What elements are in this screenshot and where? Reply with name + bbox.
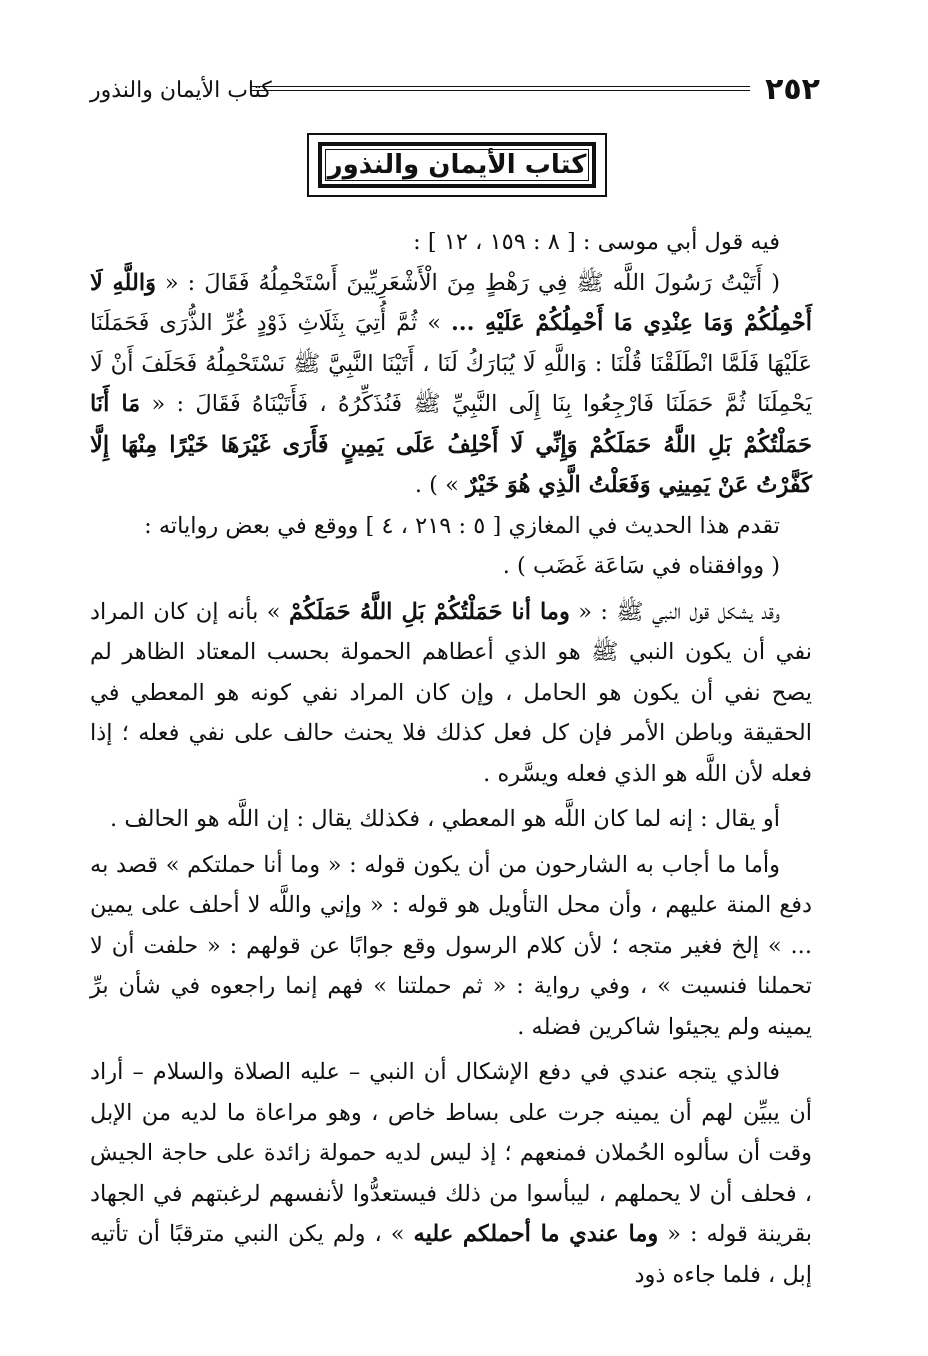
paragraph-text: وأما ما أجاب به الشارحون من أن يكون قوله : « وما أنا حملتكم » قصد به دفع المنة عليهم ، وأن محل التأويل هو قوله : « وإني واللَّه لا أحلف على يمين ... » إلخ فغير متجه ؛ لأن كلام الرسول وقع جوابًا عن قولهم : « حلفت أن لا تحملنا فنسيت » ، وفي رواية : « ثم حملتنا » فهم إنما راجعوه في شأن برِّ يمينه ولم يجيئوا شاكرين فضله . [90,851,812,1040]
paragraph-text: فيه قول أبي موسى : [575,229,780,255]
paragraph-text: فالذي يتجه عندي في دفع الإشكال أن النبي – عليه الصلاة والسلام – أراد أن يبيِّن لهم أن يمينه جرت على بساط خاص ، وهو مراعاة ما لديه من الإبل وقت أن سألوه الحُملان فمنعهم ؛ إذ ليس لديه حمولة زائدة على حاجة الجيش ، فحلف أن لا يحملهم ، ليبأسوا من ذلك فيستعدُّوا لأنفسهم لرغبتهم في الجهاد بقرينة قوله : « [90,1059,812,1247]
paragraph-text: ( ووافقناه في سَاعَة غَضَب ) . [502,553,780,579]
hadith-text: مَا أَنَا حَمَلْتُكُمْ بَلِ اللَّهُ حَمَلَكُمْ وَإِنِّي لَا أَحْلِفُ عَلَى يَمِينٍ فَأَرَى غَيْرَهَا خَيْرًا مِنْهَا إِلَّا كَفَّرْتُ عَنْ يَمِينِي وَفَعَلْتُ الَّذِي هُوَ خَيْرٌ [90,391,812,498]
paragraph-text: » ) . [414,472,466,498]
hadith-text: وَاللَّهِ لَا أَحْمِلُكُمْ وَمَا عِنْدِي مَا أَحْمِلُكُمْ عَلَيْهِ ... [90,269,812,336]
paragraph-text: » بأنه إن كان المراد نفي أن يكون النبي ﷺ هو الذي أعطاهم الحمولة بحسب المعتاد الظاهر لم يصح نفي أن يكون هو الحامل ، وإن كان المراد نفي كونه هو المعطي في الحقيقة وباطن الأمر فإن كل فعل كذلك فلا يحنث حالف على نفي فعله ؛ إذا فعله لأن اللَّه هو الذي فعله ويسَّره . [90,598,812,787]
hadith-text: وما أنا حَمَلْتُكُمْ بَلِ اللَّهُ حَمَلَكُمْ [288,598,570,625]
paragraph-alternative [90,799,812,840]
paragraph-text: » ثُمَّ أُتِيَ بِثَلَاثِ ذَوْدٍ غُرِّ الذُّرَى فَحَمَلَنَا عَلَيْهَا فَلَمَّا انْطَلَقْنَا قُلْنَا : وَاللَّهِ لَا يُبَارَكُ لَنَا ، أَتَيْنَا النَّبِيَّ ﷺ نَسْتَحْمِلُهُ فَحَلَفَ أَنْ لَا يَحْمِلَنَا ثُمَّ حَمَلَنَا فَارْجِعُوا بِنَا إِلَى النَّبِيِّ ﷺ فَنُذَكِّرُهُ ، فَأَتَيْنَاهُ فَقَالَ : « [90,310,812,417]
paragraph-text: [ ٨ : ١٥٩ ، ١٢ ] : [413,229,576,255]
chapter-title-frame-inner [318,142,596,188]
paragraph-text: أو يقال : إنه لما كان اللَّه هو المعطي ، فكذلك يقال : إن اللَّه هو الحالف . [110,806,780,832]
chapter-title-frame-core [325,149,589,181]
running-title: كتاب الأيمان والنذور [90,78,272,103]
paragraph-text: تقدم هذا الحديث في المغازي [501,512,780,539]
paragraph-problem [90,592,812,795]
hadith-text: وما عندي ما أحملكم عليه [413,1221,659,1247]
chapter-title-frame [307,133,607,197]
paragraph-commentators [90,845,812,1048]
paragraph-text: ووقع في بعض رواياته : [144,512,366,539]
paragraph-resolution [90,1052,812,1295]
page-number: ٢٥٢ [765,72,820,107]
paragraph-hadith [90,263,812,506]
body-text [90,222,812,1295]
paragraph-text: وقد يشكل قول النبي ﷺ : « [569,598,780,625]
paragraph-maghazi-note [90,506,812,547]
paragraph-text: » ، ولم يكن النبي مترقبًا أن تأتيه إبل ، فلما جاءه ذود [90,1221,812,1288]
paragraph-narration [90,546,812,587]
chapter-title: كتاب الأيمان والنذور [327,150,587,180]
paragraph-text: [ ٥ : ٢١٩ ، ٤ ] [365,512,502,539]
running-header [90,70,820,110]
header-double-rule [250,86,750,91]
paragraph-intro [90,222,812,263]
paragraph-text: ( أَتَيْتُ رَسُولَ اللَّه ﷺ فِي رَهْطٍ مِنَ الْأَشْعَرِيِّينَ أَسْتَحْمِلُهُ فَقَالَ : « [155,269,780,296]
